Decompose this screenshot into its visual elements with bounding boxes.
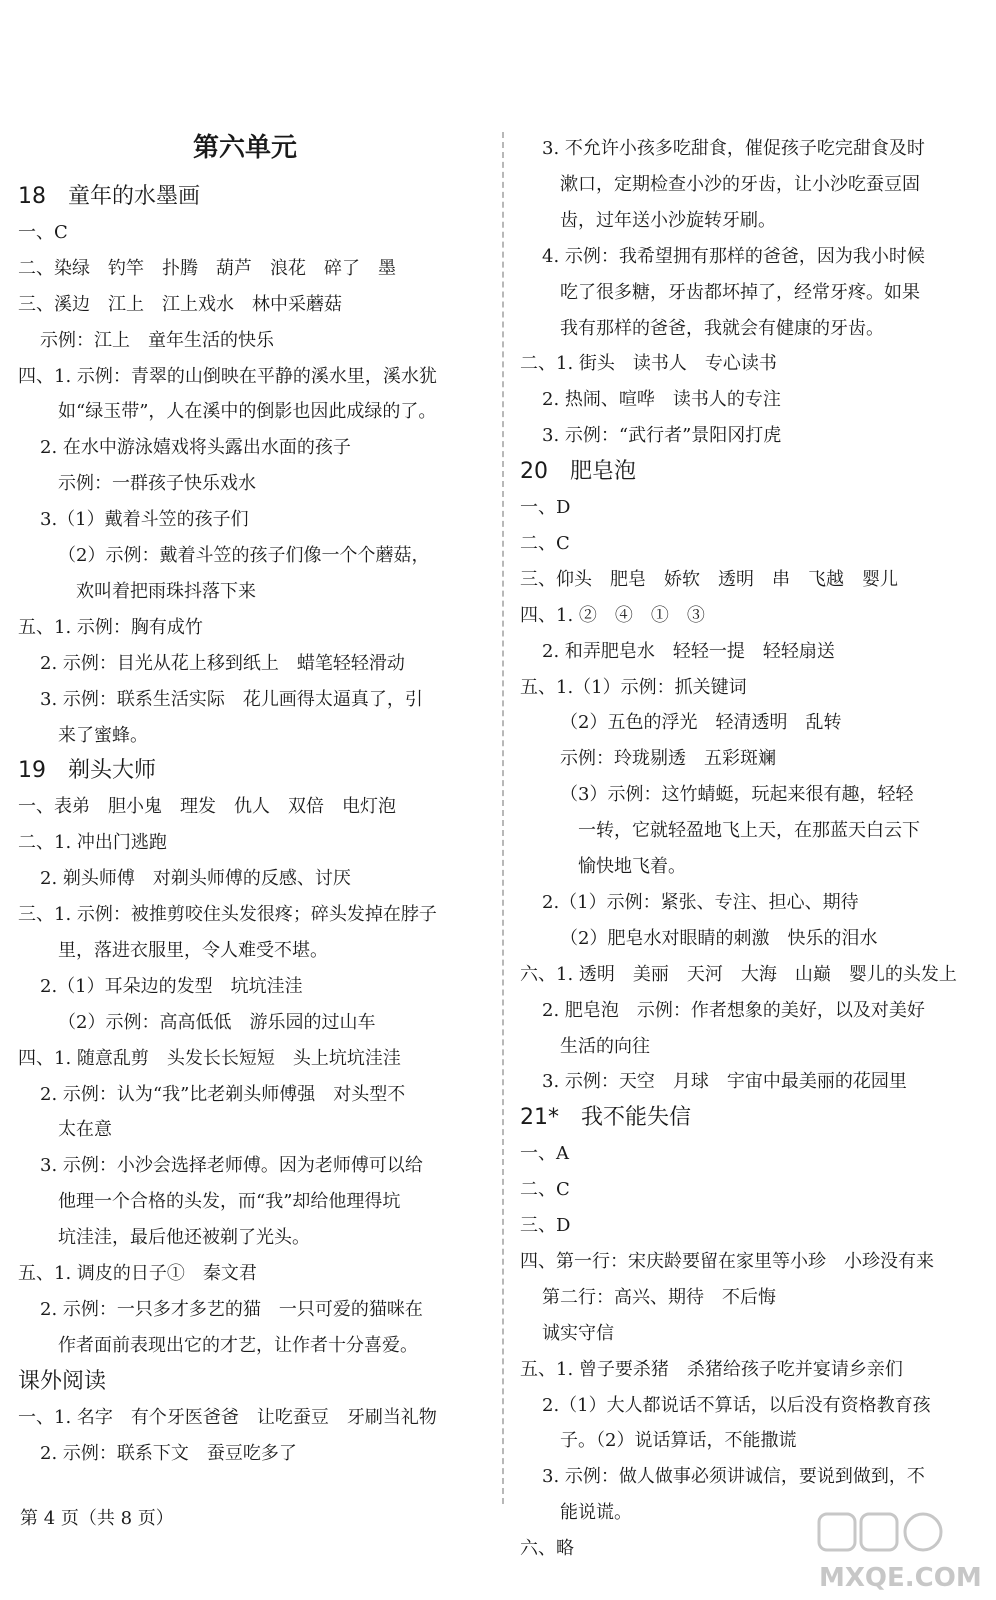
answer-line: 2. 和弄肥皂水 轻轻一提 轻轻扇送	[542, 640, 835, 662]
answer-line: 一、表弟 胆小鬼 理发 仇人 双倍 电灯泡	[18, 796, 396, 818]
answer-line: 坑洼洼，最后他还被剃了光头。	[58, 1227, 310, 1249]
answer-line: （3）示例：这竹蜻蜓，玩起来很有趣，轻轻	[560, 784, 914, 806]
watermark-logo	[815, 1508, 985, 1594]
answer-line: 2. 示例：目光从花上移到纸上 蜡笔轻轻滑动	[40, 652, 405, 674]
watermark-text: MXQE.COM	[819, 1563, 982, 1593]
answer-line: 三、仰头 肥皂 娇软 透明 串 飞越 婴儿	[520, 568, 898, 590]
answer-line: 4. 示例：我希望拥有那样的爸爸，因为我小时候	[542, 245, 925, 267]
answer-line: 2.（1）耳朵边的发型 坑坑洼洼	[40, 975, 303, 997]
answer-line: 六、略	[520, 1538, 574, 1560]
answer-line: 二、C	[520, 1179, 570, 1201]
answer-line: 欢叫着把雨珠抖落下来	[76, 580, 256, 602]
answer-line: 3.（1）戴着斗笠的孩子们	[40, 509, 249, 531]
answer-line: 2. 在水中游泳嬉戏将头露出水面的孩子	[40, 437, 351, 459]
answer-line: 作者面前表现出它的才艺，让作者十分喜爱。	[58, 1334, 418, 1356]
answer-line: （2）五色的浮光 轻清透明 乱转	[560, 712, 842, 734]
answer-line: 三、溪边 江上 江上戏水 林中采蘑菇	[18, 293, 342, 315]
answer-line: 3. 示例：联系生活实际 花儿画得太逼真了，引	[40, 688, 423, 710]
page-footer: 第 4 页（共 8 页）	[20, 1508, 174, 1529]
answer-line: 2. 示例：认为“我”比老剃头师傅强 对头型不	[40, 1083, 406, 1105]
column-divider	[502, 132, 504, 1504]
section-heading: 20 肥皂泡	[520, 459, 636, 485]
answer-line: 生活的向往	[560, 1035, 650, 1057]
answer-line: 2. 示例：联系下文 蚕豆吃多了	[40, 1442, 297, 1464]
answer-line: 三、1. 示例：被推剪咬住头发很疼；碎头发掉在脖子	[18, 904, 437, 925]
answer-line: 示例：玲珑剔透 五彩斑斓	[560, 748, 776, 770]
answer-line: 一、1. 名字 有个牙医爸爸 让吃蚕豆 牙刷当礼物	[18, 1406, 437, 1428]
answer-line: 五、1. 曾子要杀猪 杀猪给孩子吃并宴请乡亲们	[520, 1358, 903, 1380]
answer-line: 四、1. 随意乱剪 头发长长短短 头上坑坑洼洼	[18, 1047, 401, 1069]
answer-line: 四、1. ② ④ ① ③	[520, 604, 705, 626]
answer-line: 如“绿玉带”，人在溪中的倒影也因此成绿的了。	[58, 401, 437, 423]
answer-line: 四、第一行：宋庆龄要留在家里等小珍 小珍没有来	[520, 1250, 934, 1272]
answer-line: 3. 示例：做人做事必须讲诚信，要说到做到，不	[542, 1466, 925, 1488]
answer-line: 二、染绿 钓竿 扑腾 葫芦 浪花 碎了 墨	[18, 257, 396, 279]
unit-title: 第六单元	[192, 133, 297, 163]
answer-line: 漱口，定期检查小沙的牙齿，让小沙吃蚕豆固	[560, 173, 920, 195]
section-heading: 课外阅读	[18, 1368, 107, 1394]
answer-line: 示例：江上 童年生活的快乐	[40, 329, 274, 351]
answer-line: 二、1. 冲出门逃跑	[18, 832, 167, 854]
section-heading: 19 剃头大师	[18, 758, 156, 784]
answer-line: 二、C	[520, 532, 570, 554]
answer-line: （2）示例：戴着斗笠的孩子们像一个个蘑菇，	[58, 545, 430, 566]
answer-line: 太在意	[58, 1119, 112, 1141]
answer-line: 3. 不允许小孩多吃甜食，催促孩子吃完甜食及时	[542, 138, 925, 159]
answer-line: 五、1.（1）示例：抓关键词	[520, 676, 747, 698]
answer-line: 3. 示例：“武行者”景阳冈打虎	[542, 425, 782, 447]
section-heading: 18 童年的水墨画	[18, 184, 200, 209]
answer-line: 愉快地飞着。	[578, 856, 686, 877]
answer-line: 来了蜜蜂。	[58, 724, 148, 746]
answer-line: 2. 示例：一只多才多艺的猫 一只可爱的猫咪在	[40, 1298, 423, 1320]
answer-line: （2）示例：高高低低 游乐园的过山车	[58, 1011, 376, 1033]
answer-line: 他理一个合格的头发，而“我”却给他理得坑	[58, 1191, 401, 1213]
answer-line: （2）肥皂水对眼睛的刺激 快乐的泪水	[560, 927, 878, 949]
section-heading: 21* 我不能失信	[520, 1105, 691, 1131]
answer-line: 二、1. 街头 读书人 专心读书	[520, 353, 777, 375]
answer-line: 2.（1）示例：紧张、专注、担心、期待	[542, 891, 859, 913]
answer-line: 一转，它就轻盈地飞上天，在那蓝天白云下	[578, 820, 920, 842]
answer-line: 我有那样的爸爸，我就会有健康的牙齿。	[560, 317, 884, 339]
answer-line: 齿，过年送小沙旋转牙刷。	[560, 209, 776, 231]
answer-line: 2. 肥皂泡 示例：作者想象的美好，以及对美好	[542, 999, 925, 1021]
answer-line: 五、1. 调皮的日子① 秦文君	[18, 1263, 257, 1284]
answer-line: 一、A	[520, 1143, 569, 1165]
answer-line: 六、1. 透明 美丽 天河 大海 山巅 婴儿的头发上	[520, 963, 957, 985]
answer-line: 一、C	[18, 221, 68, 243]
answer-line: 吃了很多糖，牙齿都坏掉了，经常牙疼。如果	[560, 281, 920, 303]
answer-line: 3. 示例：小沙会选择老师傅。因为老师傅可以给	[40, 1155, 423, 1177]
answer-line: 五、1. 示例：胸有成竹	[18, 616, 203, 638]
answer-line: 2. 热闹、喧哗 读书人的专注	[542, 389, 781, 411]
answer-line: 2. 剃头师傅 对剃头师傅的反感、讨厌	[40, 868, 351, 890]
answer-line: 示例：一群孩子快乐戏水	[58, 473, 256, 495]
answer-line: 一、D	[520, 497, 571, 518]
answer-line: 诚实守信	[542, 1322, 614, 1344]
answer-line: 三、D	[520, 1215, 571, 1236]
answer-line: 第二行：高兴、期待 不后悔	[542, 1286, 776, 1308]
answer-line: 子。（2）说话算话，不能撒谎	[560, 1430, 797, 1452]
answer-line: 2.（1）大人都说话不算话，以后没有资格教育孩	[542, 1394, 931, 1416]
answer-line: 3. 示例：天空 月球 宇宙中最美丽的花园里	[542, 1071, 907, 1093]
answer-line: 里，落进衣服里，令人难受不堪。	[58, 939, 328, 961]
answer-line: 四、1. 示例：青翠的山倒映在平静的溪水里，溪水犹	[18, 365, 437, 387]
answer-line: 能说谎。	[560, 1502, 632, 1524]
